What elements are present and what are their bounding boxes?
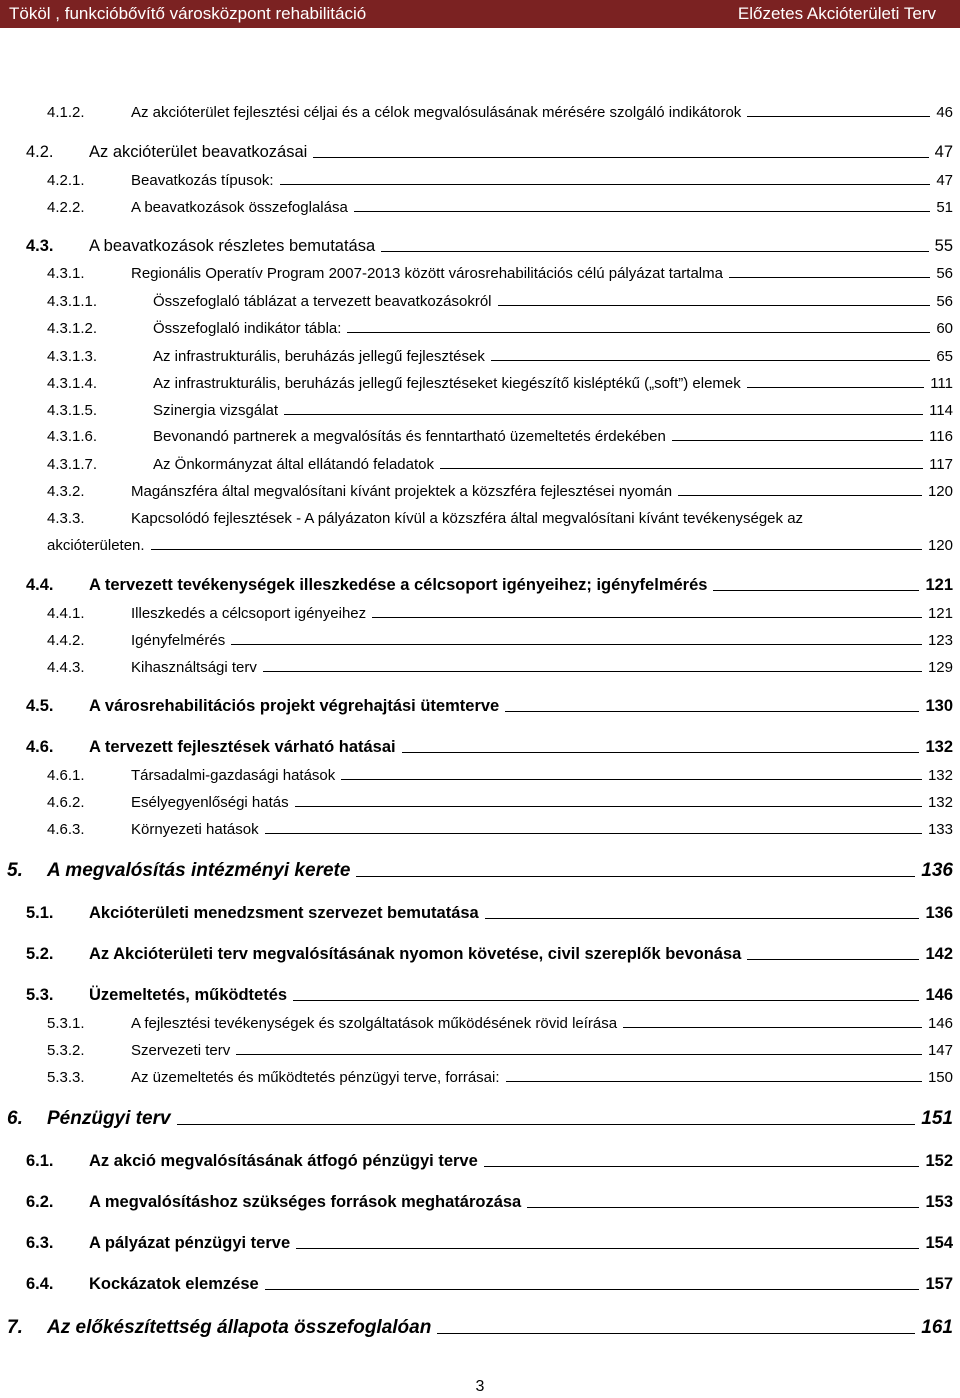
toc-title: A beavatkozások összefoglalása <box>131 199 348 216</box>
toc-title: Társadalmi-gazdasági hatások <box>131 767 336 784</box>
toc-leader <box>313 156 928 158</box>
toc-number: 4.4.2. <box>47 632 85 649</box>
toc-title: Az akció megvalósításának átfogó pénzügyi terve <box>89 1152 478 1170</box>
toc-number: 4.4.3. <box>47 659 85 676</box>
toc-page: 129 <box>927 659 953 676</box>
header-title: Tököl , funkcióbővítő városközpont rehabilitáció <box>9 4 367 23</box>
toc-entry[interactable] <box>0 605 960 622</box>
page-number: 3 <box>475 1378 485 1395</box>
toc-entry[interactable] <box>0 1152 960 1171</box>
toc-leader <box>381 250 928 252</box>
toc-page: 56 <box>936 265 953 282</box>
toc-entry[interactable] <box>0 428 960 445</box>
toc-title: Bevonandó partnerek a megvalósítás és fenntartható üzemeltetés érdekében <box>153 428 666 445</box>
toc-entry[interactable] <box>0 794 960 811</box>
toc-entry[interactable] <box>0 104 960 121</box>
toc-number: 4.3.1.7. <box>47 456 98 473</box>
toc-title: Az előkészítettség állapota összefoglalóan <box>47 1317 432 1338</box>
toc-leader <box>623 1026 922 1028</box>
toc-entry[interactable] <box>0 483 960 500</box>
toc-page: 161 <box>921 1317 953 1338</box>
toc-number: 5.3.1. <box>47 1015 85 1032</box>
toc-number: 4.5. <box>26 697 54 715</box>
toc-title: Szinergia vizsgálat <box>153 402 279 419</box>
toc-page: 154 <box>925 1234 953 1252</box>
toc-page: 121 <box>925 576 953 594</box>
toc-entry[interactable] <box>0 632 960 649</box>
toc-leader <box>296 1247 919 1249</box>
toc-page: 56 <box>936 293 953 310</box>
toc-page: 117 <box>929 456 953 473</box>
toc-leader <box>265 832 922 834</box>
toc-number: 4.3.1.5. <box>47 402 98 419</box>
toc-page: 47 <box>934 143 953 161</box>
toc-title: Regionális Operatív Program 2007-2013 között városrehabilitációs célú pályázat tartalma <box>131 265 723 282</box>
toc-entry[interactable] <box>0 1042 960 1059</box>
toc-entry[interactable] <box>0 143 960 162</box>
toc-page: 136 <box>921 860 953 881</box>
document-header <box>0 0 960 28</box>
toc-number: 4.6.2. <box>47 794 85 811</box>
toc-number: 4.3.1.4. <box>47 375 98 392</box>
toc-number: 5.1. <box>26 904 54 922</box>
toc-title: A beavatkozások részletes bemutatása <box>89 237 376 255</box>
toc-leader <box>231 643 922 645</box>
toc-leader <box>341 778 922 780</box>
toc-entry[interactable] <box>0 821 960 838</box>
toc-title: Illeszkedés a célcsoport igényeihez <box>131 605 367 622</box>
toc-number: 4.2. <box>26 143 54 161</box>
toc-number: 6.1. <box>26 1152 54 1170</box>
toc-leader <box>485 917 920 919</box>
toc-entry[interactable] <box>0 172 960 189</box>
toc-number: 4.1.2. <box>47 104 85 121</box>
toc-page: 65 <box>936 348 953 365</box>
toc-number: 4.3.1. <box>47 265 85 282</box>
toc-page: 153 <box>925 1193 953 1211</box>
toc-title: A városrehabilitációs projekt végrehajtási ütemterve <box>89 697 500 715</box>
toc-page: 46 <box>936 104 953 121</box>
toc-number: 5.3.2. <box>47 1042 85 1059</box>
toc-page: 55 <box>934 237 953 255</box>
toc-page: 132 <box>927 794 953 811</box>
toc-number: 5.3. <box>26 986 54 1004</box>
toc-entry[interactable] <box>0 1069 960 1086</box>
toc-title: Összefoglaló táblázat a tervezett beavatkozásokról <box>153 293 492 310</box>
toc-number: 5. <box>7 860 23 881</box>
toc-number: 4.6.3. <box>47 821 85 838</box>
toc-page: 120 <box>927 483 953 500</box>
toc-page: 111 <box>930 375 953 392</box>
toc-number: 4.3.2. <box>47 483 85 500</box>
toc-entry[interactable] <box>0 860 960 882</box>
toc-entry[interactable] <box>0 237 960 256</box>
toc-entry[interactable] <box>0 402 960 419</box>
toc-title: Az üzemeltetés és működtetés pénzügyi terve, forrásai: <box>131 1069 500 1086</box>
toc-title: Igényfelmérés <box>131 632 226 649</box>
toc-entry[interactable] <box>0 986 960 1005</box>
toc-title: Kapcsolódó fejlesztések - A pályázaton kívül a közszféra által megvalósítani kívánt tevékenységek az <box>131 510 804 527</box>
toc-leader <box>293 999 919 1001</box>
toc-leader <box>402 751 920 753</box>
toc-leader <box>151 548 922 550</box>
toc-entry[interactable] <box>0 767 960 784</box>
toc-number: 4.3.1.6. <box>47 428 98 445</box>
toc-entry[interactable] <box>0 348 960 365</box>
toc-page: 116 <box>929 428 953 445</box>
toc-title: A tervezett tevékenységek illeszkedése a célcsoport igényeihez; igényfelmérés <box>89 576 708 594</box>
toc-page: 142 <box>925 945 953 963</box>
toc-entry[interactable] <box>0 1108 960 1130</box>
toc-number: 6.4. <box>26 1275 54 1293</box>
toc-leader <box>236 1053 922 1055</box>
toc-title: A tervezett fejlesztések várható hatásai <box>89 738 396 756</box>
toc-entry[interactable] <box>0 1275 960 1294</box>
toc-entry-continuation[interactable] <box>0 537 960 554</box>
toc-title: Pénzügyi terv <box>47 1108 171 1129</box>
toc-entry[interactable] <box>0 265 960 282</box>
toc-page: 133 <box>927 821 953 838</box>
toc-number: 4.6.1. <box>47 767 85 784</box>
toc-leader <box>484 1165 920 1167</box>
toc-entry-first-line[interactable] <box>0 510 960 527</box>
toc-entry[interactable] <box>0 1234 960 1253</box>
toc-leader <box>177 1123 916 1125</box>
toc-number: 4.6. <box>26 738 54 756</box>
toc-title: Az akcióterület fejlesztési céljai és a célok megvalósulásának mérésére szolgáló indikátorok <box>131 104 742 121</box>
toc-title: Magánszféra által megvalósítani kívánt projektek a közszféra fejlesztései nyomán <box>131 483 673 500</box>
toc-page: 146 <box>927 1015 953 1032</box>
toc-title: Az Akcióterületi terv megvalósításának nyomon követése, civil szereplők bevonása <box>89 945 742 963</box>
toc-entry[interactable] <box>0 576 960 595</box>
toc-leader <box>527 1206 919 1208</box>
toc-title: Az infrastrukturális, beruházás jellegű fejlesztések <box>153 348 485 365</box>
toc-number: 6.3. <box>26 1234 54 1252</box>
toc-number: 4.4. <box>26 576 54 594</box>
toc-page: 121 <box>927 605 953 622</box>
toc-leader <box>265 1288 920 1290</box>
toc-page: 132 <box>927 767 953 784</box>
toc-title: Kockázatok elemzése <box>89 1275 259 1293</box>
toc-title-continuation: akcióterületen. <box>47 537 145 554</box>
toc-title: Kihasználtsági terv <box>131 659 257 676</box>
toc-title: A pályázat pénzügyi terve <box>89 1234 291 1252</box>
toc-title: A megvalósítás intézményi kerete <box>47 860 351 881</box>
toc-page: 152 <box>925 1152 953 1170</box>
toc-title: Szervezeti terv <box>131 1042 231 1059</box>
toc-page: 120 <box>927 537 953 554</box>
toc-page: 147 <box>927 1042 953 1059</box>
toc-page: 47 <box>936 172 953 189</box>
toc-entry[interactable] <box>0 1015 960 1032</box>
toc-number: 7. <box>7 1317 23 1338</box>
toc-number: 4.2.2. <box>47 199 85 216</box>
toc-leader <box>356 875 915 877</box>
toc-leader <box>678 494 922 496</box>
toc-entry[interactable] <box>0 456 960 473</box>
toc-page: 136 <box>925 904 953 922</box>
toc-leader <box>505 710 919 712</box>
toc-title: Összefoglaló indikátor tábla: <box>153 320 342 337</box>
toc-page: 123 <box>927 632 953 649</box>
toc-number: 4.3.1.2. <box>47 320 98 337</box>
toc-number: 5.3.3. <box>47 1069 85 1086</box>
toc-title: Akcióterületi menedzsment szervezet bemutatása <box>89 904 479 922</box>
toc-entry[interactable] <box>0 659 960 676</box>
toc-number: 4.3.1.1. <box>47 293 98 310</box>
toc-entry[interactable] <box>0 904 960 923</box>
header-document-type: Előzetes Akcióterületi Terv <box>737 4 936 23</box>
toc-leader <box>354 210 931 212</box>
toc-title: Az Önkormányzat által ellátandó feladatok <box>153 456 434 473</box>
toc-leader <box>747 958 919 960</box>
toc-entry[interactable] <box>0 375 960 392</box>
toc-leader <box>437 1332 915 1334</box>
toc-page: 60 <box>936 320 953 337</box>
toc-page: 51 <box>936 199 953 216</box>
toc-leader <box>347 331 930 333</box>
toc-entry[interactable] <box>0 697 960 716</box>
toc-page: 130 <box>925 697 953 715</box>
toc-title: Esélyegyenlőségi hatás <box>131 794 289 811</box>
toc-title: A fejlesztési tevékenységek és szolgáltatások működésének rövid leírása <box>131 1015 618 1032</box>
toc-entry[interactable] <box>0 199 960 216</box>
toc-number: 6.2. <box>26 1193 54 1211</box>
toc-leader <box>713 589 919 591</box>
toc-leader <box>747 386 924 388</box>
toc-page: 146 <box>925 986 953 1004</box>
toc-number: 4.3. <box>26 237 54 255</box>
toc-title: Üzemeltetés, működtetés <box>89 986 288 1004</box>
toc-title: A megvalósításhoz szükséges források meghatározása <box>89 1193 522 1211</box>
toc-number: 4.4.1. <box>47 605 85 622</box>
toc-entry[interactable] <box>0 738 960 757</box>
toc-entry[interactable] <box>0 945 960 964</box>
toc-entry[interactable] <box>0 293 960 310</box>
toc-leader <box>284 413 923 415</box>
toc-leader <box>440 467 923 469</box>
toc-leader <box>506 1080 922 1082</box>
toc-page: 157 <box>925 1275 953 1293</box>
toc-title: Beavatkozás típusok: <box>131 172 274 189</box>
toc-title: Az akcióterület beavatkozásai <box>89 143 308 161</box>
toc-leader <box>263 670 922 672</box>
toc-leader <box>372 616 922 618</box>
toc-number: 6. <box>7 1108 23 1129</box>
toc-number: 4.2.1. <box>47 172 85 189</box>
toc-leader <box>747 115 930 117</box>
toc-entry[interactable] <box>0 1317 960 1339</box>
toc-leader <box>498 304 931 306</box>
toc-page: 151 <box>921 1108 953 1129</box>
toc-leader <box>672 439 923 441</box>
toc-number: 4.3.3. <box>47 510 85 527</box>
toc-number: 4.3.1.3. <box>47 348 98 365</box>
toc-leader <box>729 276 930 278</box>
toc-page: 114 <box>929 402 953 419</box>
toc-leader <box>295 805 922 807</box>
toc-entry[interactable] <box>0 1193 960 1212</box>
toc-leader <box>491 359 930 361</box>
toc-entry[interactable] <box>0 320 960 337</box>
toc-page: 132 <box>925 738 953 756</box>
toc-page: 150 <box>927 1069 953 1086</box>
toc-title: Az infrastrukturális, beruházás jellegű fejlesztéseket kiegészítő kisléptékű („soft”) elemek <box>153 375 741 392</box>
toc-number: 5.2. <box>26 945 54 963</box>
toc-title: Környezeti hatások <box>131 821 259 838</box>
toc-leader <box>280 183 931 185</box>
